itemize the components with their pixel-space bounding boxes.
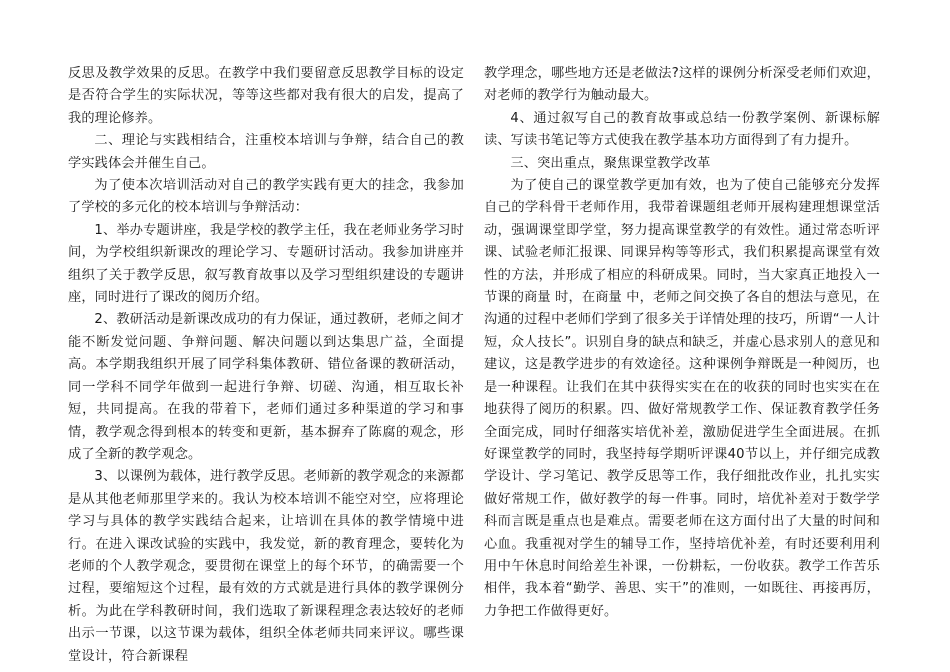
paragraph: 为了使自己的课堂教学更加有效，也为了使自己能够充分发挥自己的学科骨干老师作用，我带着课题组老师开展构建理想课堂活动，强调课堂即学堂，努力提高课堂教学的有效性。通过常态听评课、试验老师汇报课、同课异构等等形式，我们积累提高课堂有效性的方法，并形成了相应的科研成果。同时，当大家真正地投入一节课的商量 时，在商量 中，老师之间交换了各自的想法与意见，在沟通的过程中老师们学到了很多关于详情处理的技巧，所谓“一人计短，众人技长”。识别自身的缺点和缺乏，并虚心恳求别人的意见和建议，这是教学进步的有效途径。这种课例争辩既是一种阅历，也是一种课程。让我们在其中获得实实在在的收获的同时也实实在在地获得了阅历的积累。四、做好常规教学工作、保证教育教学任务全面完成，同时仔细落实培优补差，激励促进学生全面进展。在抓好课堂教学的同时，我坚持每学期听评课40节以上，并仔细完成教学设计、学习笔记、教学反思等工作，我仔细批改作业，扎扎实实做好常规工作，做好教学的每一件事。同时，培优补差对于数学学科而言既是重点也是难点。需要老师在这方面付出了大量的时间和心血。我重视对学生的辅导工作，坚持培优补差，有时还要利用利用中午休息时间给差生补课，一份耕耘，一份收获。教学工作苦乐相伴，我本着“勤学、善思、实干”的准则，一如既往、再接再厉，力争把工作做得更好。 [484, 178, 880, 619]
paragraph: 教学理念，哪些地方还是老做法?这样的课例分析深受老师们欢迎，对老师的教学行为触动最大。 [484, 66, 880, 104]
list-item: 2、教研活动是新课改成功的有力保证，通过教研，老师之间才能不断发觉问题、争辩问题、解决问题以到达集思广益，全面提高。本学期我组织开展了同学科集体教研、错位备课的教研活动，同一学科不同学年做到一起进行争辩、切磋、沟通，相互取长补短，共同提高。在我的带着下，老师们通过多种渠道的学习和事情，教学观念得到根本的转变和更新，基本摒弃了陈腐的观念，形成了全新的教学观念。 [68, 312, 464, 462]
list-item: 4、通过叙写自己的教育故事或总结一份教学案例、新课标解读、写读书笔记等方式使我在教学基本功方面得到了有力提升。 [484, 110, 880, 149]
left-column [68, 63, 464, 668]
section-heading: 三、突出重点，聚焦课堂教学改革 [510, 155, 711, 171]
paragraph: 为了使本次培训活动对自己的教学实践有更大的挂念，我参加了学校的多元化的校本培训与争辩活动： [68, 178, 464, 216]
paragraph: 反思及教学效果的反思。在教学中我们要留意反思教学目标的设定是否符合学生的实际状况，等等这些都对我有很大的启发，提高了我的理论修养。 [68, 66, 464, 126]
section-heading: 二、理论与实践相结合，注重校本培训与争辩，结合自己的教学实践体会并催生自己。 [68, 133, 464, 171]
list-item: 1、举办专题讲座，我是学校的教学主任，我在老师业务学习时间，为学校组织新课改的理论学习、专题研讨活动。我参加讲座并组织了关于教学反思，叙写教育故事以及学习型组织建设的专题讲座，同时进行了课改的阅历介绍。 [68, 222, 464, 306]
list-item: 3、以课例为载体，进行教学反思。老师新的教学观念的来源都是从其他老师那里学来的。我认为校本培训不能空对空，应将理论学习与具体的教学实践结合起来，让培训在具体的教学情境中进行。在进入课改试验的实践中，我发觉，新的教育理念，要转化为老师的个人教学观念，要贯彻在课堂上的每个环节，的确需要一个过程，要缩短这个过程，最有效的方式就是进行具体的教学课例分析。为此在学科教研时间，我们选取了新课程理念表达较好的老师出示一节课，以这节课为载体，组织全体老师共同来评议。哪些课堂设计，符合新课程 [68, 469, 464, 664]
right-column [484, 63, 880, 623]
